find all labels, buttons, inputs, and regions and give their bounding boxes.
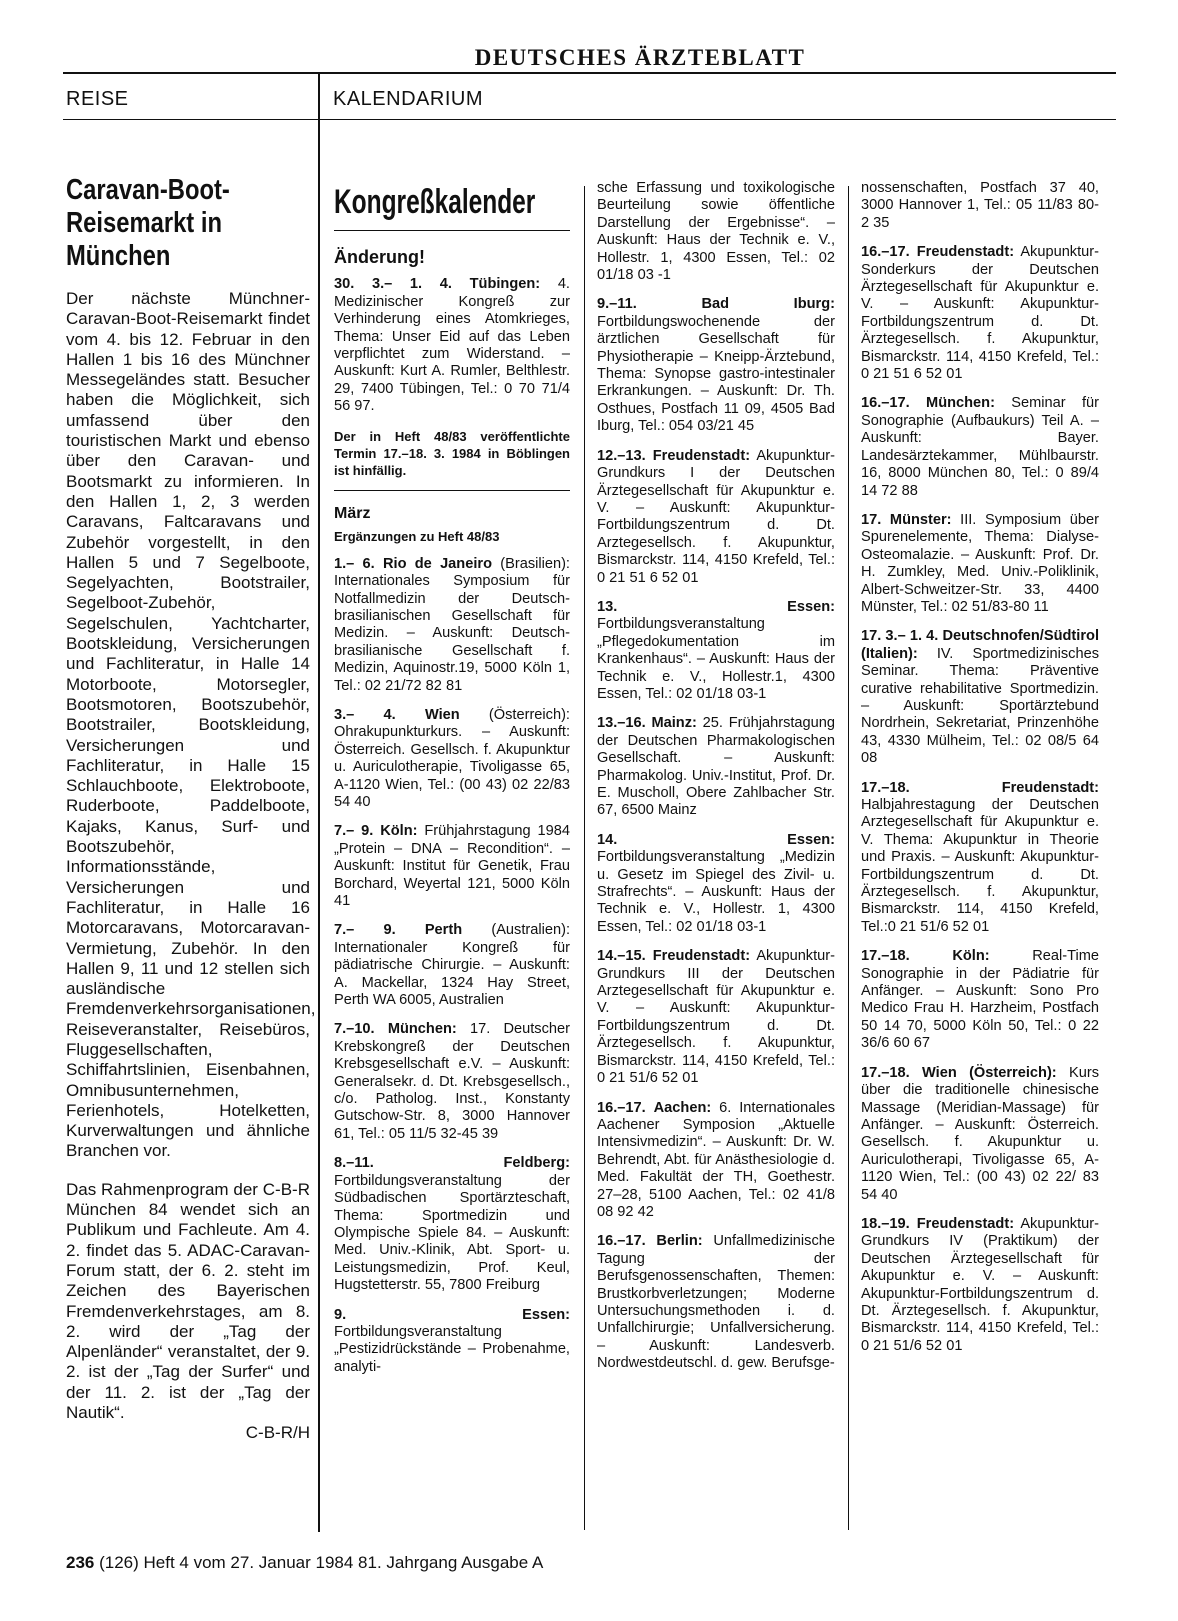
calendar-title: Kongreßkalender bbox=[334, 183, 536, 221]
entry-date: 1.– 6. bbox=[334, 555, 375, 572]
entry-place: Tübingen: bbox=[469, 276, 541, 293]
entry-date: 14.–15. bbox=[597, 948, 646, 965]
entry-place: Münster: bbox=[889, 511, 952, 528]
entry-text: Akupunktur-Grundkurs I der Deutschen Ärztegesellschaft für Akupunktur e. V. – Auskunft: Akupunktur-Fortbildungszentrum d. Dt. Arztegesellsch. f. Akupunktur, Bismarckstr. 114, 4150 Krefeld, Tel.: 0 21 51 6 52 01 bbox=[597, 447, 835, 586]
page-number: 236 bbox=[66, 1553, 95, 1572]
entry-text: Akupunktur-Grundkurs III der Deutschen Arztegesellschaft für Akupunktur e. V. – Auskunft: Akupunktur-Fortbildungszentrum d. Dt. Ärztegesellsch. f. Akupunktur, Bismarckstr. 114, 4150 Krefeld, Tel.: 0 21 51/6 52 01 bbox=[597, 948, 835, 1087]
calendar-entry bbox=[861, 780, 1099, 937]
calendar-entry bbox=[597, 1100, 835, 1222]
article-title: Caravan-Boot-Reisemarkt in München bbox=[66, 174, 230, 272]
entry-continuation: sche Erfassung und toxikologische Beurteilung sowie öffentliche Darstellung der Ergebnisse“. – Auskunft: Haus der Technik e. V., Hollestr. 1, 4300 Essen, Tel.: 02 01/18 03 -1 bbox=[597, 180, 835, 284]
calendar-entry bbox=[334, 276, 570, 415]
entry-continuation: nossenschaften, Postfach 37 40, 3000 Hannover 1, Tel.: 05 11/83 80-2 35 bbox=[861, 180, 1099, 231]
entry-text: Kurs über die traditionelle chinesische Massage (Meridian-Massage) für Anfänger. – Auskunft: Österreich. Gesellsch. f. Akupunktur u. Auriculotherapi, Tivoligasse 65, A-1120 Wien, Tel.: (00 43) 02 22/ 83 54 40 bbox=[861, 1064, 1100, 1203]
entry-text: IV. Sportmedizinisches Seminar. Thema: Präventive curative rehabilitative Sportmedizin. – Auskunft: Sportärztebund Nordrhein, Sekretariat, Prinzenhöhe 43, 4330 Mülheim, Tel.: 02 08/5 64 08 bbox=[861, 645, 1099, 767]
entry-date: 13. bbox=[597, 598, 618, 615]
entry-text: Halbjahrestagung der Deutschen Arztegesellschaft für Akupunktur e. V. Thema: Akupunktur in Theorie und Praxis. – Auskunft: Akupunktur-Fortbildungszentrum d. Dt. Ärztegesellsch. f. Akupunktur, Bismarckstr. 114, 4150 Krefeld, Tel.:0 21 51/6 52 01 bbox=[861, 797, 1099, 935]
entry-date: 17.–18. bbox=[861, 1064, 910, 1081]
entry-date: 13.–16. bbox=[597, 715, 646, 732]
entry-place: Perth bbox=[424, 922, 463, 939]
calendar-entry bbox=[597, 599, 835, 703]
entry-text: (Australien): Internationaler Kongreß für pädiatrische Chirurgie. – Auskunft: A. Mackellar, 1324 Hay Street, Perth WA 6005, Australien bbox=[334, 922, 570, 1009]
entry-text: Fortbildungswochenende der ärztlichen Gesellschaft für Physiotherapie – Kneipp-Ärztebund, Thema: Synopse gastro-intestinaler Erkrankungen. – Auskunft: Dr. Th. Osthues, Postfach 11 09, 4505 Bad Iburg, Tel.: 054 03/21 45 bbox=[597, 313, 835, 435]
change-heading: Änderung! bbox=[334, 247, 425, 267]
calendar-entry bbox=[861, 395, 1099, 499]
top-rule bbox=[63, 72, 1116, 74]
entry-place: Wien (Österreich): bbox=[922, 1064, 1057, 1081]
entry-date: 17.–18. bbox=[861, 779, 910, 796]
entry-date: 7.– 9. bbox=[334, 922, 396, 939]
article-paragraph: Das Rahmenprogram der C-B-R München 84 wendet sich an Publikum und Fachleute. Am 4. 2. findet das 5. ADAC-Caravan-Forum statt, der 6. 2. steht im Zeichen des Bayerischen Fremdenverkehrstages, am 8. 2. wird der „Tag der Alpenländer“ veranstaltet, der 9. 2. ist der „Tag der Surfer“ und der 11. 2. ist der „Tag der Nautik“. bbox=[66, 1179, 310, 1423]
entry-place: Köln: bbox=[952, 948, 990, 965]
entry-place: Deutschnofen/Südtirol (Italien): bbox=[861, 628, 1099, 662]
entry-list bbox=[334, 556, 570, 1376]
entry-place: Feldberg: bbox=[503, 1155, 570, 1172]
entry-list bbox=[597, 296, 835, 1372]
calendar-entry bbox=[334, 707, 570, 811]
calendar-entry bbox=[861, 512, 1099, 616]
entry-text: Fortbildungsveranstaltung „Pflegedokumentation im Krankenhaus“. – Auskunft: Haus der Technik e. V., Hollestr.1, 4300 Essen, Tel.: 02 01/18 03-1 bbox=[597, 616, 835, 702]
entry-date: 17.–18. bbox=[861, 948, 910, 965]
entry-place: Köln: bbox=[380, 823, 418, 840]
entry-place: Freudenstadt: bbox=[916, 1215, 1015, 1232]
column-separator bbox=[848, 186, 849, 1530]
calendar-entry bbox=[597, 715, 835, 819]
entry-place: Aachen: bbox=[653, 1099, 712, 1116]
calendar-entry bbox=[334, 1021, 570, 1143]
calendar-entry bbox=[861, 628, 1099, 767]
calendar-entry bbox=[334, 922, 570, 1009]
entry-place: Essen: bbox=[787, 831, 835, 848]
entry-date: 7.–10. bbox=[334, 1021, 375, 1038]
divider bbox=[334, 230, 570, 231]
issue-info: (126) Heft 4 vom 27. Januar 1984 81. Jahrgang Ausgabe A bbox=[99, 1553, 544, 1572]
entry-date: 12.–13. bbox=[597, 447, 646, 464]
calendar-entry bbox=[597, 832, 835, 936]
entry-text: Fortbildungsveranstaltung der Südbadischen Sportärzteschaft, Thema: Sportmedizin und Olympische Spiele 84. – Auskunft: Med. Univ.-Klinik, Abt. Sport- u. Leistungsmedizin, Prof. Keul, Hugstetterstr. 55, 7800 Freiburg bbox=[334, 1172, 570, 1294]
entry-text: Seminar für Sonographie (Aufbaukurs) Teil A. – Auskunft: Bayer. Landesärztekammer, Mühlbaurstr. 16, 8000 München 80, Tel.: 0 89/4 14 72 88 bbox=[861, 395, 1099, 499]
entry-place: Mainz: bbox=[651, 715, 697, 732]
calendar-entry bbox=[597, 948, 835, 1087]
entry-text: Akupunktur-Grundkurs IV (Praktikum) der Deutschen Ärztegesellschaft für Akupunktur e. V. – Auskunft: Akupunktur-Fortbildungszentrum d. Dt. Ärztegesellsch. f. Akupunktur, Bismarckstr. 114, 4150 Krefeld, Tel.: 0 21 51/6 52 01 bbox=[861, 1215, 1099, 1354]
calendar-column-1 bbox=[334, 176, 570, 1388]
reise-article bbox=[66, 174, 316, 1444]
divider bbox=[334, 490, 570, 491]
entry-place: Freudenstadt: bbox=[652, 948, 751, 965]
entry-date: 16.–17. bbox=[597, 1099, 646, 1116]
entry-text: Unfallmedizinische Tagung der Berufsgenossenschaften, Themen: Brustkorbverletzungen; Moderne Untersuchungsmethoden i. d. Unfallchirurgie; Unfallversicherung. – Auskunft: Landesverb. Nordwestdeutschl. d. gew. Berufsge- bbox=[597, 1233, 835, 1372]
calendar-entry bbox=[597, 1233, 835, 1372]
calendar-entry bbox=[334, 556, 570, 695]
entry-text: Akupunktur-Sonderkurs der Deutschen Ärztegesellschaft für Akupunktur e. V. – Auskunft: Akupunktur-Fortbildungszentrum d. Dt. Ärztegesellsch. f. Akupunktur, Bismarckstr. 114, 4150 Krefeld, Tel.: 0 21 51 6 52 01 bbox=[861, 244, 1099, 383]
entry-date: 16.–17. bbox=[861, 244, 910, 261]
entry-date: 3.– 4. bbox=[334, 706, 396, 723]
supplement-heading: Ergänzungen zu Heft 48/83 bbox=[334, 529, 500, 545]
entry-place: Freudenstadt: bbox=[652, 447, 751, 464]
entry-text: 4. Medizinischer Kongreß zur Verhinderung eines Atomkrieges, Thema: Unser Eid auf das Leben verpflichtet zum Widerstand. – Auskunft: Kurt A. Rumler, Belthlestr. 29, 7400 Tübingen, Tel.: 0 70 71/4 56 97. bbox=[334, 276, 570, 415]
rubric-rule bbox=[63, 119, 1116, 120]
entry-date: 16.–17. bbox=[861, 395, 910, 412]
entry-list bbox=[861, 244, 1099, 1355]
entry-date: 9. bbox=[334, 1306, 347, 1323]
calendar-entry bbox=[334, 823, 570, 910]
entry-date: 18.–19. bbox=[861, 1215, 910, 1232]
entry-place: München: bbox=[387, 1021, 457, 1038]
calendar-entry bbox=[861, 948, 1099, 1052]
calendar-entry bbox=[861, 1065, 1099, 1204]
entry-text: III. Symposium über Spurenelemente, Thema: Dialyse-Osteomalazie. – Auskunft: Prof. Dr. H. Zumkley, Med. Univ.-Poliklinik, Albert-Schweitzer-Str. 33, 4400 Münster, Tel.: 02 51/83-80 11 bbox=[861, 511, 1099, 615]
calendar-entry bbox=[334, 1155, 570, 1294]
entry-place: Rio de Janeiro bbox=[383, 555, 492, 572]
entry-place: Essen: bbox=[522, 1306, 570, 1323]
article-paragraph: Der nächste Münchner-Caravan-Boot-Reisemarkt findet vom 4. bis 12. Februar in den Hallen 1 bis 16 des Münchner Messegeländes statt. Besucher haben die Möglichkeit, sich umfassend über den touristischen Markt und ebenso über den Caravan- und Bootsmarkt zu informieren. In den Hallen 1, 2, 3 werden Caravans, Faltcaravans und Zubehör vorgestellt, in den Hallen 5 und 7 Segelboote, Segelyachten, Bootstrailer, Segelboot-Zubehör, Segelschulen, Yachtcharter, Bootskleidung, Versicherungen und Fachliteratur, in Halle 14 Motorboote, Motorsegler, Bootsmotoren, Bootszubehör, Bootstrailer, Bootskleidung, Versicherungen und Fachliteratur, in Halle 15 Schlauchboote, Elektroboote, Ruderboote, Paddelboote, Kajaks, Kanus, Surf- und Bootszubehör, Informationsstände, Versicherungen und Fachliteratur, in Halle 16 Motorcaravans, Motorcaravan-Vermietung, Zubehör. In den Hallen 9, 11 und 12 stellen sich ausländische Fremdenverkehrsorganisationen, Reiseveranstalter, Reisebüros, Fluggesellschaften, Schiffahrtslinien, Eisenbahnen, Omnibusunternehmen, Ferienhotels, Hotelketten, Kurverwaltungen und ähnliche Branchen vor. bbox=[66, 289, 316, 1161]
column-separator bbox=[584, 186, 585, 1530]
article-signature: C-B-R/H bbox=[245, 1423, 310, 1443]
month-heading: März bbox=[334, 504, 371, 522]
calendar-entry bbox=[334, 1307, 570, 1377]
calendar-column-2 bbox=[597, 180, 835, 1385]
page-footer bbox=[66, 1553, 543, 1573]
entry-place: Freudenstadt: bbox=[916, 244, 1015, 261]
entry-date: 17. 3.– 1. 4. bbox=[861, 628, 939, 645]
entry-place: Essen: bbox=[787, 598, 835, 615]
column-divider bbox=[318, 72, 320, 1532]
entry-date: 7.– 9. bbox=[334, 823, 374, 840]
entry-place: München: bbox=[926, 395, 995, 412]
entry-place: Berlin: bbox=[656, 1233, 703, 1250]
entry-text: 17. Deutscher Krebskongreß der Deutschen Krebsgesellschaft e.V. – Auskunft: Generalsekr. d. Dt. Krebsgesellsch., c/o. Patholog. Inst., Konstanty Gutschow-Str. 8, 3000 Hannover 61, Tel.: 05 11/5 32-45 39 bbox=[334, 1021, 570, 1142]
entry-date: 17. bbox=[861, 511, 882, 528]
calendar-entry bbox=[597, 296, 835, 435]
section-label-kalendarium: KALENDARIUM bbox=[333, 88, 483, 110]
entry-place: Wien bbox=[424, 706, 460, 723]
calendar-entry bbox=[861, 1216, 1099, 1355]
entry-date: 9.–11. bbox=[597, 296, 637, 313]
entry-place: Freudenstadt: bbox=[1001, 779, 1099, 796]
entry-text: Fortbildungsveranstaltung „Medizin u. Gesetz im Spiegel des Zivil- u. Strafrechts“. – Auskunft: Haus der Technik e. V., Hollestr. 1, 4300 Essen, Tel.: 02 01/18 03-1 bbox=[597, 849, 835, 935]
masthead: DEUTSCHES ÄRZTEBLATT bbox=[474, 45, 806, 70]
calendar-column-3 bbox=[861, 180, 1099, 1367]
entry-text: Fortbildungsveranstaltung „Pestizidrückstände – Probenahme, analyti- bbox=[334, 1323, 570, 1375]
entry-date: 30. 3.– 1. 4. bbox=[334, 276, 452, 293]
entry-date: 8.–11. bbox=[334, 1155, 374, 1172]
entry-place: Bad Iburg: bbox=[701, 296, 835, 313]
entry-text: (Brasilien): Internationales Symposium für Notfallmedizin der Deutsch-brasilianischen Gesellschaft für Medizin. – Auskunft: Deutsch-brasilianische Gesellschaft f. Medizin, Aquinostr.19, 5000 Köln 1, Tel.: 02 21/72 82 81 bbox=[334, 555, 570, 694]
entry-date: 14. bbox=[597, 831, 618, 848]
calendar-entry bbox=[861, 244, 1099, 383]
entry-text: Real-Time Sonographie in der Pädiatrie für Anfänger. – Auskunft: Sono Pro Medico Frau H. Harzheim, Postfach 50 14 70, 5000 Köln 50, Tel.: 0 22 36/6 60 67 bbox=[861, 948, 1099, 1052]
entry-text: Frühjahrstagung 1984 „Protein – DNA – Recondition“. – Auskunft: Institut für Genetik, Frau Borchard, Weyertal 121, 5000 Köln 41 bbox=[334, 823, 571, 909]
entry-text: 6. Internationales Aachener Symposion „Aktuelle Intensivmedizin“. – Auskunft: Dr. W. Behrendt, Abt. für Anästhesiologie d. Med. Fakultät der TH, Goethestr. 27–28, 5100 Aachen, Tel.: 02 41/8 08 92 42 bbox=[597, 1099, 835, 1220]
section-label-reise: REISE bbox=[66, 88, 129, 110]
entry-date: 16.–17. bbox=[597, 1233, 646, 1250]
change-note: Der in Heft 48/83 veröffentlichte Termin 17.–18. 3. 1984 in Böblingen ist hinfällig. bbox=[334, 428, 570, 479]
entry-text: (Österreich): Ohrakupunkturkurs. – Auskunft: Österreich. Gesellsch. f. Akupunktur u. Auriculotherapie, Tivoligasse 65, A-1120 Wien, Tel.: (00 43) 02 22/83 54 40 bbox=[334, 706, 570, 810]
entry-text: 25. Frühjahrstagung der Deutschen Pharmakologischen Gesellschaft. – Auskunft: Pharmakolog. Univ.-Institut, Prof. Dr. E. Muscholl, Obere Zahlbacher Str. 67, 6500 Mainz bbox=[597, 715, 836, 819]
calendar-entry bbox=[597, 448, 835, 587]
